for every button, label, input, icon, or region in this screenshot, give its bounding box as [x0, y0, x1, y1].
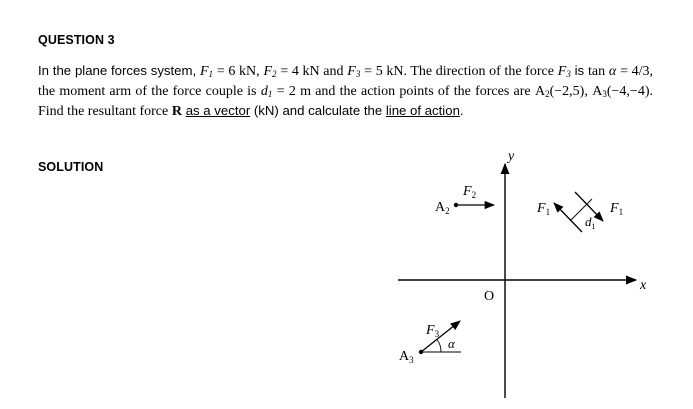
symbol-f2: $F_2$ [263, 64, 277, 79]
symbol-f3-direction: $F_3$ [557, 64, 571, 79]
f3-value: = 5 kN. The direction of the force [364, 64, 554, 79]
is-word: is [574, 63, 585, 78]
end-period: . [459, 103, 464, 118]
tan-text: tan [587, 64, 606, 79]
y-axis-label: y [508, 149, 515, 164]
angle-label: α [448, 336, 455, 351]
origin-label: O [484, 289, 495, 304]
a2-coords: (−2,5), [549, 84, 588, 99]
symbol-a3: $A_3$ [592, 84, 607, 99]
angle-arc [437, 340, 441, 353]
d1-value: = 2 m and the action points of the forces are [276, 84, 531, 99]
f2-value: = 4 kN and [280, 64, 344, 79]
symbol-alpha: α [608, 64, 617, 79]
x-axis-label: x [640, 278, 647, 293]
a3-coords: (−4,−4). Find the resultant force [38, 84, 653, 119]
symbol-a2: $A_2$ [534, 84, 550, 99]
symbol-f1: $F_1$ [199, 64, 214, 79]
resultant-symbol: R [171, 104, 183, 119]
tan-value: = 4/3, the moment arm of the force couple is [38, 64, 653, 99]
f1-value: = 6 kN, [216, 64, 260, 79]
unit-text: (kN) and calculate the [253, 103, 383, 118]
force-f1-right-label: $F_1$ [610, 201, 624, 217]
solution-title: SOLUTION [38, 160, 104, 174]
point-a2-label: $A_2$ [435, 200, 450, 216]
symbol-d1: $d_1$ [260, 84, 273, 99]
force-f2-label: $F_2$ [463, 184, 477, 200]
question-title: QUESTION 3 [38, 33, 115, 47]
as-a-vector-text: as a vector [185, 103, 251, 118]
moment-arm-label: $d_1$ [585, 214, 596, 231]
force-f1-left-arrow [554, 203, 582, 232]
force-f3-label: $F_3$ [426, 323, 440, 339]
point-a3-label: $A_3$ [399, 349, 414, 365]
intro-text: In the plane forces system, [38, 63, 197, 78]
line-of-action-text: line of action [385, 103, 460, 118]
symbol-f3: $F_3$ [347, 64, 361, 79]
force-f1-left-label: $F_1$ [537, 201, 551, 217]
